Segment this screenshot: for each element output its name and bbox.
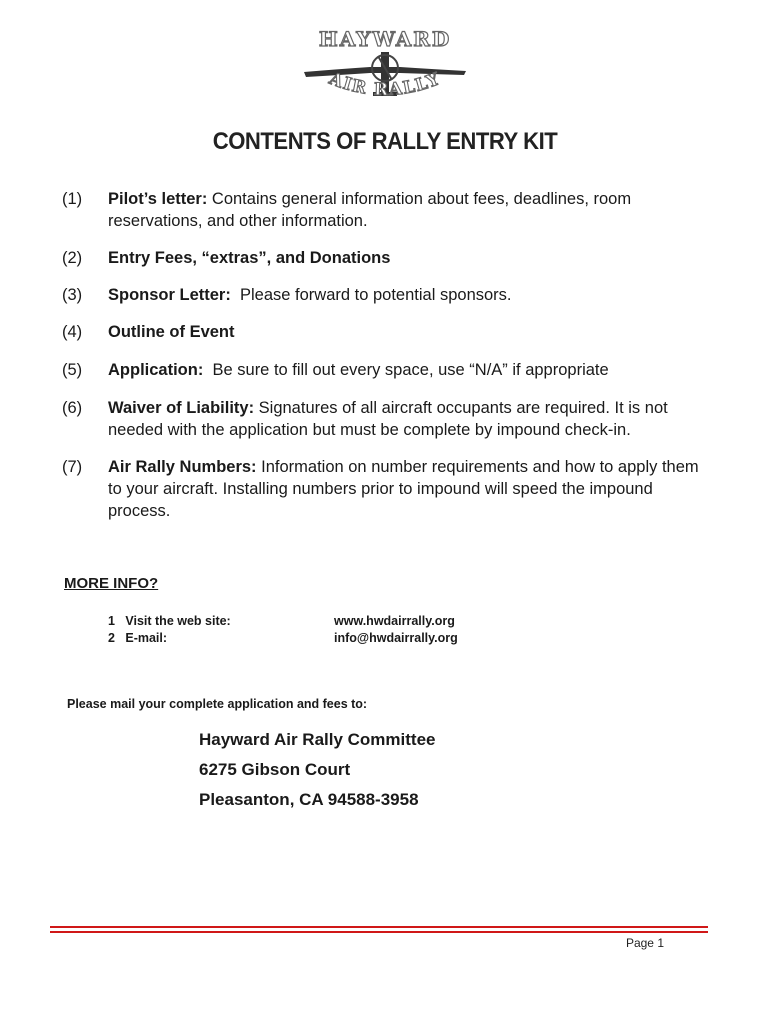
logo-top-text: HAYWARD: [318, 27, 452, 51]
address-line-3: Pleasanton, CA 94588-3958: [199, 790, 419, 809]
mail-instructions: Please mail your complete application and fees to:: [67, 697, 368, 711]
address-line-2: 6275 Gibson Court: [199, 760, 351, 779]
kit-item-sponsor-letter: [62, 284, 712, 306]
item-label: Air Rally Numbers:: [108, 458, 257, 476]
hayward-air-rally-logo: [300, 22, 470, 110]
contact-label: 1 Visit the web site:: [108, 614, 231, 628]
item-number: (5): [62, 361, 83, 379]
footer-rule-bottom: [50, 931, 708, 933]
kit-item-pilots-letter: [62, 188, 712, 232]
kit-item-application: [62, 359, 712, 381]
item-number: (3): [62, 286, 83, 304]
item-text: Contains general information about fees, deadlines, room reservations, and other information.: [108, 190, 632, 230]
kit-item-outline-of-event: [62, 321, 712, 343]
item-text: Be sure to fill out every space, use “N/A” if appropriate: [203, 361, 609, 379]
item-number: (1): [62, 190, 83, 208]
item-text: Please forward to potential sponsors.: [230, 286, 512, 304]
logo-bottom-text: AIR RALLY: [326, 68, 444, 101]
item-label: Entry Fees, “extras”, and Donations: [108, 249, 391, 267]
item-label: Sponsor Letter:: [108, 286, 231, 304]
item-number: (2): [62, 249, 83, 267]
footer-rule-top: [50, 926, 708, 928]
page-title: CONTENTS OF RALLY ENTRY KIT: [212, 128, 558, 155]
item-number: (6): [62, 399, 83, 417]
email-link[interactable]: info@hwdairrally.org: [334, 631, 458, 645]
item-number: (4): [62, 323, 83, 341]
item-label: Pilot’s letter:: [108, 190, 208, 208]
item-label: Outline of Event: [108, 323, 235, 341]
address-line-1: Hayward Air Rally Committee: [199, 730, 436, 749]
contact-label: 2 E-mail:: [108, 631, 168, 645]
kit-item-waiver-of-liability: [62, 397, 712, 441]
website-link[interactable]: www.hwdairrally.org: [334, 614, 455, 628]
item-label: Waiver of Liability:: [108, 399, 255, 417]
logo-graphic: [300, 22, 470, 110]
item-number: (7): [62, 458, 83, 476]
kit-item-air-rally-numbers: [62, 456, 712, 522]
kit-item-entry-fees: [62, 247, 712, 269]
item-label: Application:: [108, 361, 204, 379]
page-number: Page 1: [625, 936, 664, 950]
item-text: Information on number requirements and how to apply them to your aircraft. Installing numbers prior to impound will speed the impound process.: [108, 458, 699, 520]
item-text: Signatures of all aircraft occupants are required. It is not needed with the application but must be complete by impound check-in.: [108, 399, 668, 439]
more-info-heading: MORE INFO?: [64, 575, 159, 592]
